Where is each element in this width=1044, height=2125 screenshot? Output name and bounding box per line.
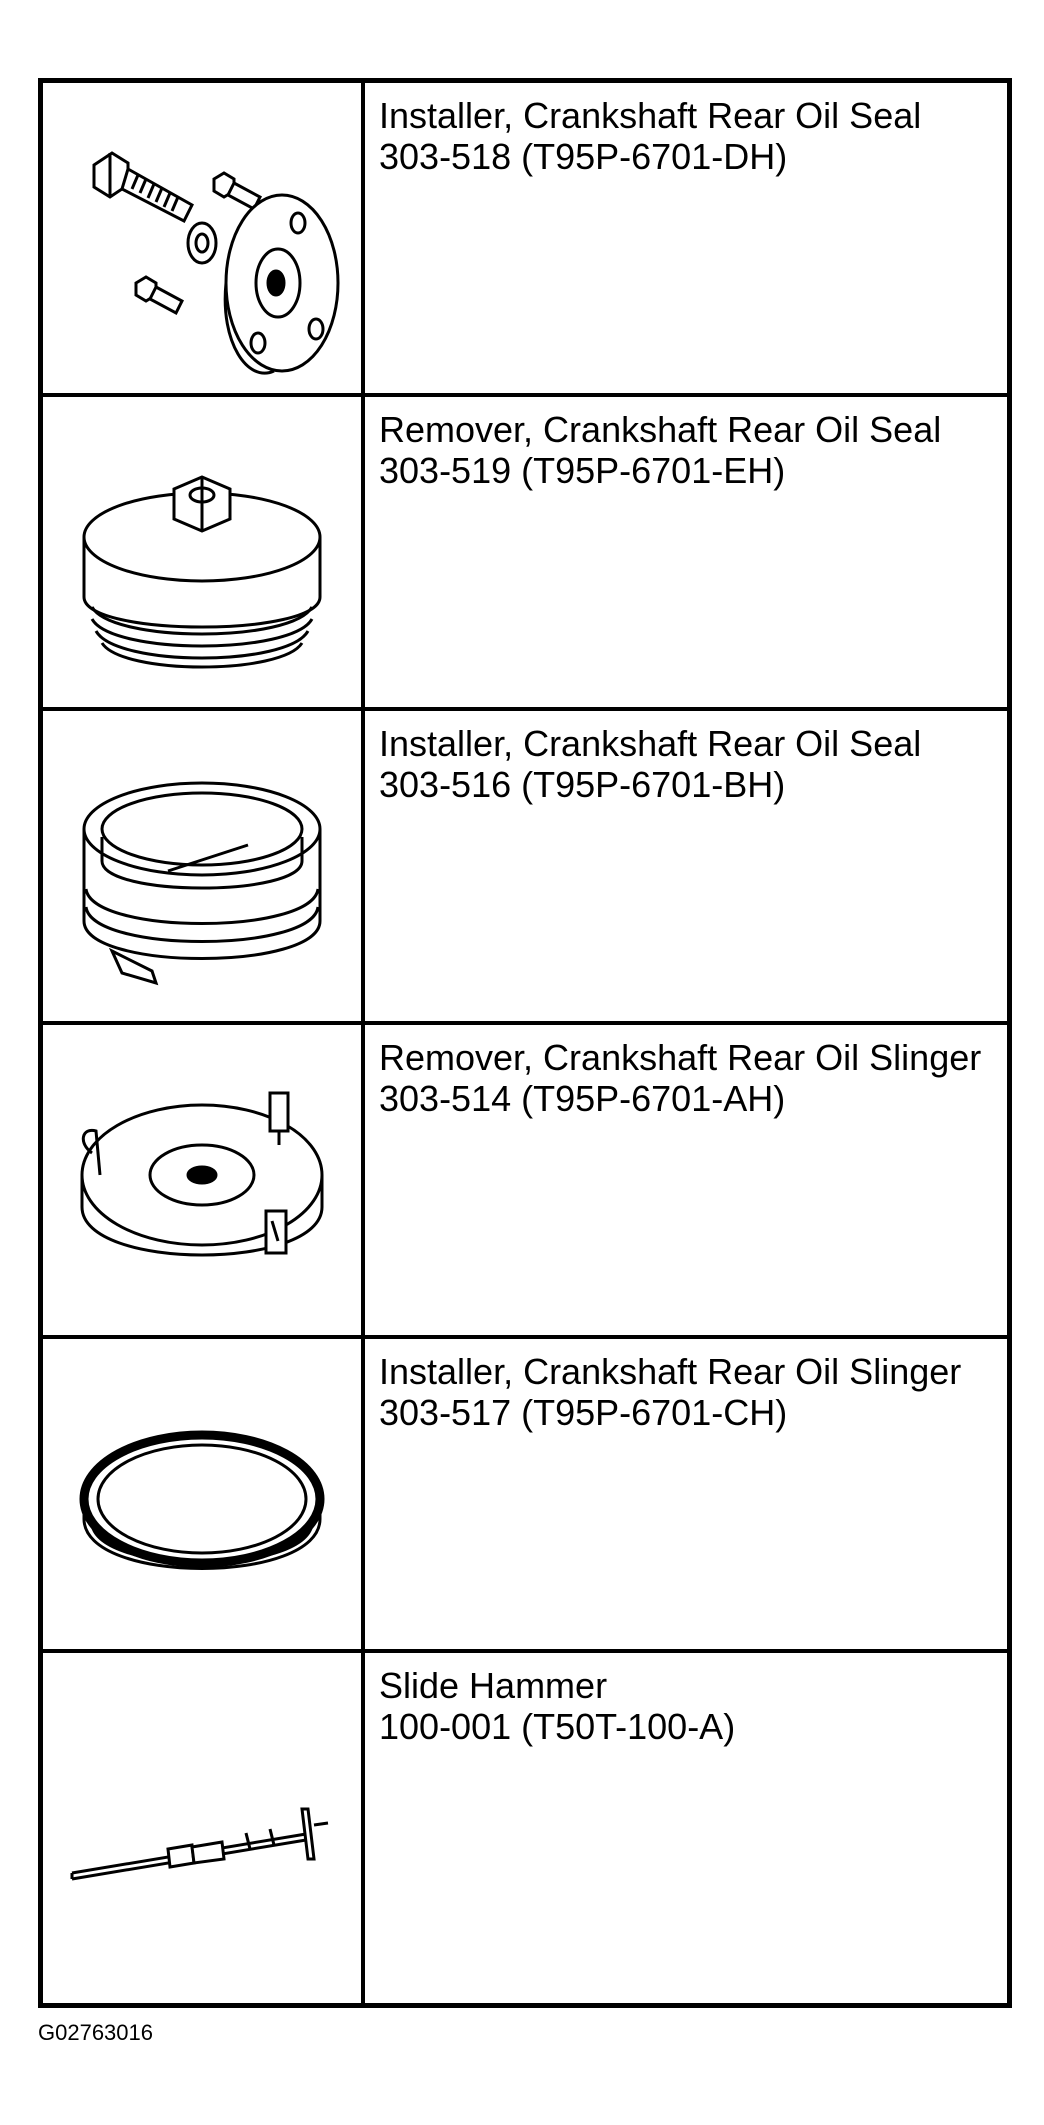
- seal-installer-ring-icon: [43, 711, 365, 1021]
- tool-number: 303-514 (T95P-6701-AH): [379, 1078, 786, 1119]
- tool-description: [365, 711, 1007, 1021]
- seal-remover-threaded-cap-icon: [43, 397, 365, 707]
- figure-id: G02763016: [38, 2020, 153, 2045]
- tool-description: [365, 1025, 1007, 1335]
- slinger-remover-disc-icon: [43, 1025, 365, 1335]
- tool-description: [365, 83, 1007, 393]
- tool-name: Slide Hammer: [379, 1665, 608, 1706]
- tool-number: 303-517 (T95P-6701-CH): [379, 1392, 788, 1433]
- tool-number: 303-519 (T95P-6701-EH): [379, 450, 786, 491]
- tool-description: [365, 1339, 1007, 1649]
- tool-number: 303-518 (T95P-6701-DH): [379, 136, 788, 177]
- tool-number: 303-516 (T95P-6701-BH): [379, 764, 786, 805]
- table-row: [43, 1025, 1007, 1339]
- seal-installer-flange-with-bolts-icon: [43, 83, 365, 393]
- tool-name: Installer, Crankshaft Rear Oil Seal: [379, 723, 922, 764]
- table-row: [43, 1339, 1007, 1653]
- tool-number: 100-001 (T50T-100-A): [379, 1706, 736, 1747]
- tool-name: Remover, Crankshaft Rear Oil Slinger: [379, 1037, 982, 1078]
- tool-name: Installer, Crankshaft Rear Oil Seal: [379, 95, 922, 136]
- slinger-installer-ring-icon: [43, 1339, 365, 1649]
- table-row: [43, 711, 1007, 1025]
- special-tools-table: [38, 78, 1012, 2008]
- table-row: [43, 83, 1007, 397]
- tool-description: [365, 1653, 1007, 2003]
- slide-hammer-icon: [43, 1653, 365, 2003]
- tool-description: [365, 397, 1007, 707]
- table-row: [43, 1653, 1007, 2003]
- tool-name: Remover, Crankshaft Rear Oil Seal: [379, 409, 942, 450]
- tool-name: Installer, Crankshaft Rear Oil Slinger: [379, 1351, 962, 1392]
- table-row: [43, 397, 1007, 711]
